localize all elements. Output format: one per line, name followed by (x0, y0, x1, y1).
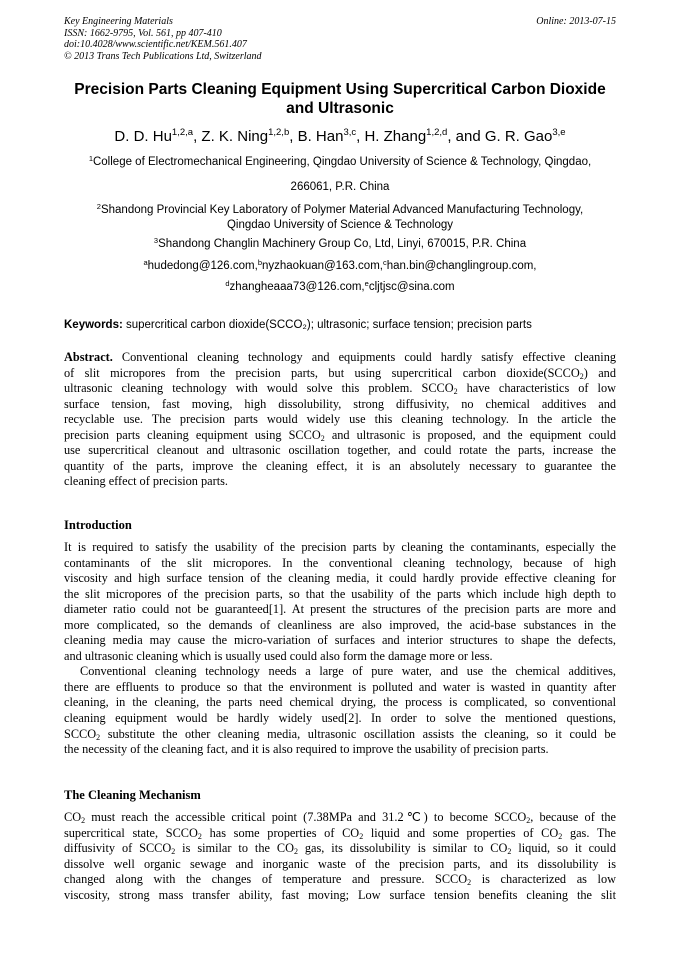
author-name: B. Han (297, 128, 344, 145)
subscript: 2 (171, 847, 176, 857)
author-list (64, 127, 616, 146)
affiliation-2 (60, 203, 620, 233)
email-address[interactable]: cljtjsc@sina.com (368, 281, 455, 293)
text-line (64, 428, 616, 444)
journal-issn: ISSN: 1662-9795, Vol. 561, pp 407-410 (64, 27, 222, 39)
text-line: there are effluents to produce so that the environment is polluted and water is wasted in quantity after (64, 679, 616, 694)
author-separator: , (289, 128, 298, 145)
subscript: 2 (197, 831, 202, 841)
subscript: 2 (526, 816, 531, 825)
affiliation-1 (60, 155, 620, 195)
subscript: 2 (293, 847, 298, 857)
author-sup: 1,2,b (268, 127, 290, 138)
text-span: SCCO (64, 726, 97, 741)
subscript: 2 (453, 387, 458, 397)
subscript: 2 (467, 878, 472, 888)
email-sup: c (382, 258, 387, 267)
author-name: Z. K. Ning (201, 128, 269, 145)
text-line (64, 841, 616, 857)
subscript: 2 (96, 732, 101, 742)
email-line (60, 259, 620, 274)
author-separator: , (356, 128, 365, 145)
text-line: diameter ratio could not be guaranteed[1]. At present the structures of the precision parts are more and (64, 602, 616, 617)
text-line: dissolve well organic sewage and inorganic waste of the precision parts, and its dissolubility is (64, 856, 616, 871)
introduction-body (64, 540, 616, 758)
text-span: gas, its dissolubility is similar to CO (297, 841, 508, 856)
author-name: D. D. Hu (114, 128, 172, 145)
text-span: gas. The (562, 825, 616, 840)
affiliation-sup: 1 (88, 154, 93, 163)
subscript: 2 (81, 816, 86, 825)
text-line: and ultrasonic cleaning which is usually used could also form the damage more or less. (64, 648, 493, 663)
text-line (64, 727, 616, 743)
affiliation-sup: 3 (153, 236, 159, 245)
author-separator: , (193, 128, 202, 145)
text-span: liquid, so it could (511, 841, 616, 856)
text-line (64, 350, 616, 366)
journal-name: Key Engineering Materials (64, 16, 173, 27)
journal-header (64, 16, 616, 62)
text-line (64, 826, 616, 842)
text-span: Conventional cleaning technology and equipments could hardly satisfy effective cleaning (112, 350, 616, 364)
affiliation-text: Shandong Provincial Key Laboratory of Polymer Material Advanced Manufacturing Technology, (100, 204, 584, 216)
text-line: the necessity of the cleaning fact, and it is also required to improve the usability of precision parts. (64, 742, 549, 757)
text-line (64, 366, 616, 382)
affiliation-line: Qingdao University of Science & Technology (226, 219, 454, 231)
subscript: 2 (579, 371, 584, 381)
email-address[interactable]: zhangheaaa73@126.com, (229, 281, 365, 293)
text-span: diffusivity of SCCO (64, 841, 172, 856)
text-span: and ultrasonic is proposed, and the equipment could (324, 427, 617, 442)
text-line: use supercritical cleanout and ultrasonic oscillation together, and could rotate the parts, increase the (64, 443, 616, 458)
text-span: must reach the accessible critical point (7.38MPa and 31.2℃) to become SCCO (85, 810, 527, 824)
text-span: have characteristics of low (457, 381, 616, 396)
affiliation-text: College of Electromechanical Engineering, Qingdao University of Science & Technology, Qingdao, (92, 156, 592, 168)
email-sup: a (143, 258, 148, 267)
text-line: viscosity and high surface tension of the cleaning media, it could hardly provide effective cleaning for (64, 571, 616, 586)
author-sup: 3,c (343, 127, 357, 138)
text-span: precision parts cleaning equipment using SCCO (64, 427, 321, 442)
text-line: cleaning effect of precision parts. (64, 474, 229, 489)
text-line: contaminants of the slit micropores. In the conventional cleaning technology, because of high (64, 555, 616, 570)
author-emails (60, 259, 620, 295)
text-span: supercritical state, SCCO (64, 825, 198, 840)
affiliation-line (60, 155, 620, 170)
section-heading-cleaning-mechanism: The Cleaning Mechanism (64, 788, 201, 802)
affiliation-line: 266061, P.R. China (290, 181, 390, 193)
text-span: ultrasonic cleaning technology with would solve this problem. SCCO (64, 381, 454, 396)
subscript: 2 (558, 831, 563, 841)
online-date: Online: 2013-07-15 (536, 16, 616, 27)
affiliation-text: Shandong Changlin Machinery Group Co, Ltd, Linyi, 670015, P.R. China (158, 238, 527, 250)
subscript: 2 (320, 433, 325, 443)
text-span: ) and (583, 365, 616, 380)
email-line (60, 280, 620, 295)
text-line: the slit micropores of the precision parts, so that the usability of the parts which include high depth to (64, 586, 616, 601)
author-sup: 1,2,d (426, 127, 448, 138)
text-line: cleaning, in the cleaning, the parts need chemical drying, the process is complicated, so conventional (64, 695, 616, 710)
subscript: 2 (507, 847, 512, 857)
author-name: H. Zhang (364, 128, 427, 145)
text-span: , because of the (530, 810, 616, 824)
text-line: cleaning media may cause the micro-variation of surfaces and interior structures to shape the defects, (64, 633, 616, 648)
email-address[interactable]: nyzhaokuan@163.com, (261, 260, 383, 272)
text-span: CO (64, 810, 82, 824)
text-line: Conventional cleaning technology needs a large of pure water, and use the chemical additives, (80, 664, 616, 679)
text-span: changed along with the changes of temperature and pressure. SCCO (64, 872, 468, 887)
text-span: is similar to the CO (175, 841, 294, 856)
text-line: more complicated, so the demands of cleanliness are also improved, the acid-base substances in the (64, 617, 616, 632)
text-span: is characterized as low (471, 872, 616, 887)
email-sup: b (257, 258, 262, 267)
email-address[interactable]: han.bin@changlingroup.com, (386, 260, 537, 272)
text-line: viscosity, strong mass transfer ability, fast moving; Low surface tension benefits cleaning the slit (64, 887, 616, 902)
paper-title-line: and Ultrasonic (286, 100, 394, 117)
text-line (64, 381, 616, 397)
text-line: It is required to satisfy the usability of the precision parts by cleaning the contaminants, especially the (64, 540, 616, 554)
paper-title (64, 80, 616, 118)
text-span: liquid and some properties of CO (363, 825, 559, 840)
text-line: quantity of the parts, improve the cleaning effect, it is an absolutely necessary to guarantee the (64, 458, 616, 473)
text-line: surface tension, fast moving, high dissolubility, strong diffusivity, no chemical additives and (64, 396, 616, 411)
affiliation-sup: 2 (96, 202, 101, 211)
journal-copyright: © 2013 Trans Tech Publications Ltd, Switzerland (64, 50, 262, 62)
email-address[interactable]: hudedong@126.com, (147, 260, 258, 272)
author-name: G. R. Gao (484, 128, 553, 145)
paper-title-line: Precision Parts Cleaning Equipment Using Supercritical Carbon Dioxide (74, 81, 606, 98)
subscript: 2 (359, 831, 364, 841)
journal-doi: doi:10.4028/www.scientific.net/KEM.561.407 (64, 39, 247, 50)
abstract-label: Abstract. (64, 350, 113, 364)
keywords (64, 318, 616, 333)
author-sup: 1,2,a (171, 127, 194, 138)
affiliation-3 (60, 237, 620, 252)
text-span: has some properties of CO (201, 825, 360, 840)
text-line: recyclable use. The precision parts would widely use this cleaning technology. In the article the (64, 412, 616, 427)
affiliation-line (60, 203, 620, 218)
mechanism-body (64, 810, 616, 903)
text-span: substitute the other cleaning media, ultrasonic oscillation assists the cleaning, so it could be (100, 726, 616, 741)
text-line (64, 872, 616, 888)
text-line: cleaning equipment would be hardly widely used[2]. In order to solve the mentioned questions, (64, 711, 616, 726)
email-sup: e (364, 279, 369, 288)
email-sup: d (225, 279, 230, 288)
section-heading-introduction: Introduction (64, 518, 132, 532)
keywords-text: supercritical carbon dioxide(SCCO₂); ultrasonic; surface tension; precision parts (122, 319, 532, 331)
text-span: of slit micropores from the precision parts, but using supercritical carbon dioxide(SCCO (64, 365, 580, 380)
affiliation-line (60, 237, 620, 252)
keywords-label: Keywords: (64, 319, 123, 331)
author-sup: 3,e (552, 127, 566, 138)
abstract (64, 350, 616, 490)
text-line (64, 810, 616, 826)
author-separator: , and (447, 128, 485, 145)
